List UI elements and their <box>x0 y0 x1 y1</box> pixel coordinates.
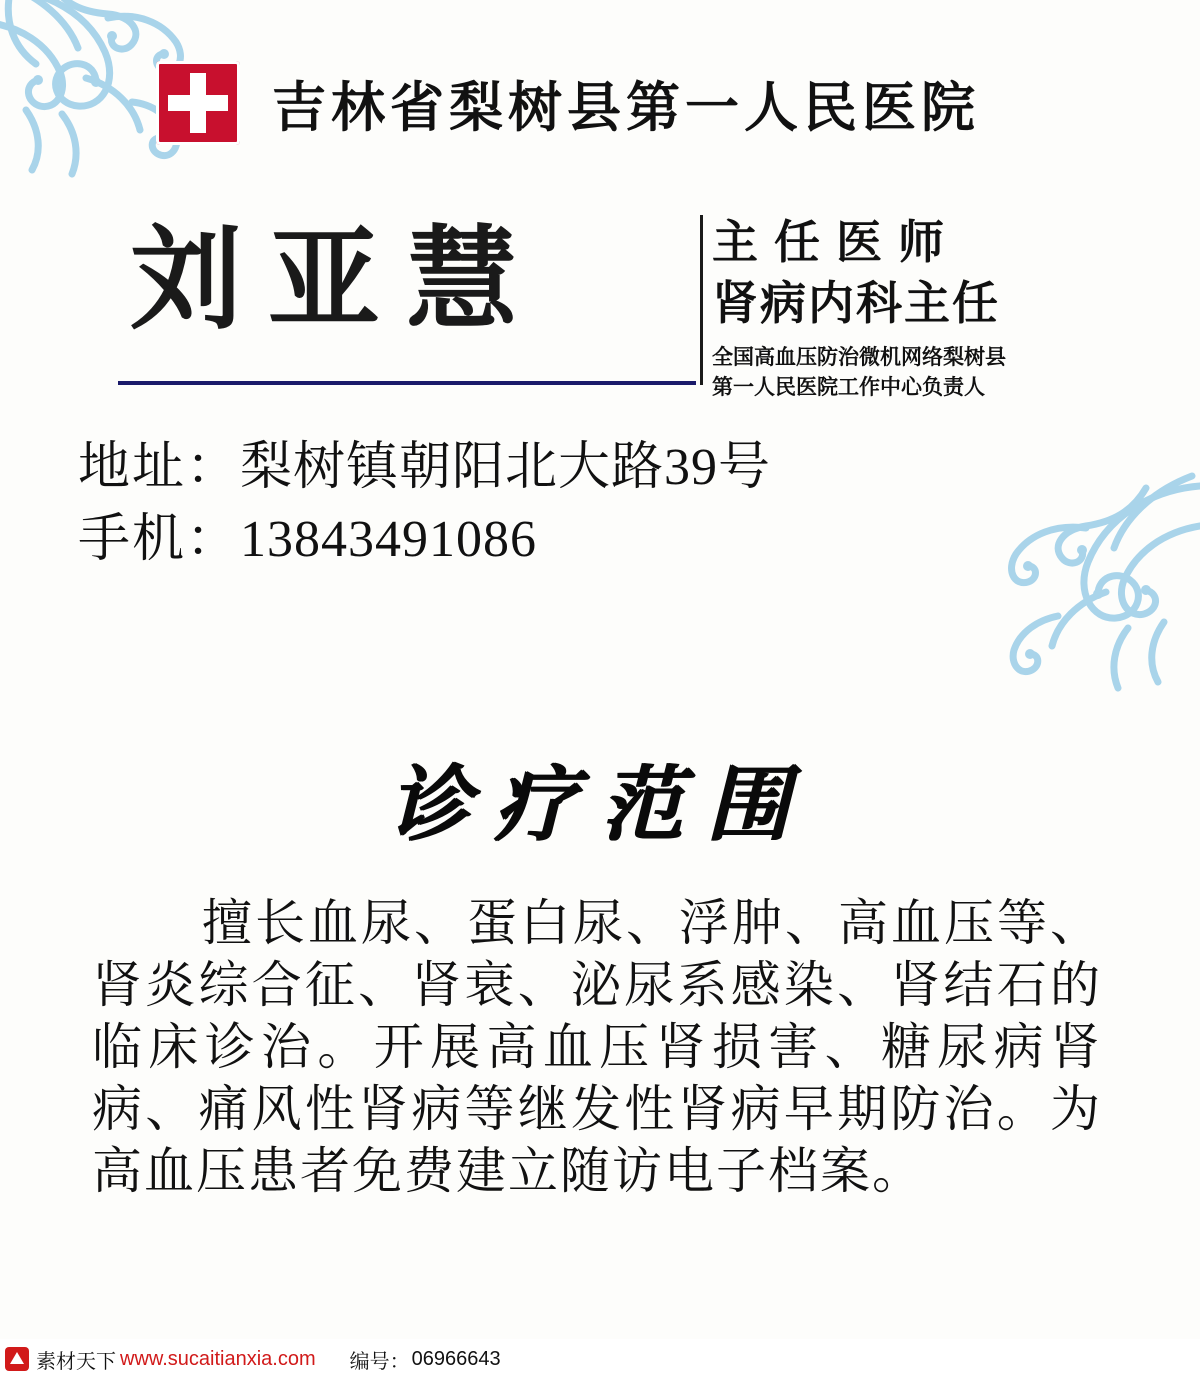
doctor-name-block <box>118 205 718 390</box>
phone-value: 13843491086 <box>240 511 538 568</box>
hospital-name: 吉林省梨树县第一人民医院 <box>272 75 980 139</box>
phone-line <box>78 504 1078 576</box>
site-url: www.sucaitianxia.com <box>120 1347 316 1370</box>
red-cross-icon <box>150 55 246 151</box>
phone-label: 手机： <box>78 511 241 568</box>
doctor-title-sub: 肾病内科主任 <box>712 276 1000 330</box>
code-value: 06966643 <box>411 1347 501 1370</box>
address-value: 梨树镇朝阳北大路39号 <box>240 439 772 496</box>
site-name-cn: 素材天下 <box>36 1350 116 1373</box>
name-vertical-divider <box>700 215 703 385</box>
card-header <box>0 48 1200 158</box>
doctor-name: 刘亚慧 <box>130 215 544 345</box>
footer-watermark-bar <box>0 1339 1200 1379</box>
site-logo-icon <box>4 1346 30 1372</box>
address-line <box>78 432 1078 504</box>
code-label: 编号： <box>349 1350 410 1373</box>
doctor-title-note-line1: 全国高血压防治微机网络梨树县 <box>712 345 1006 369</box>
doctor-title-block <box>712 212 1132 402</box>
doctor-title-note-line2: 第一人民医院工作中心负责人 <box>712 375 985 399</box>
name-underline-rule <box>118 381 696 385</box>
scope-heading: 诊疗范围 <box>388 757 812 853</box>
contact-block <box>78 432 1078 576</box>
address-label: 地址： <box>78 439 241 496</box>
doctor-title-main: 主任医师 <box>712 215 960 269</box>
scope-body-text: 擅长血尿、蛋白尿、浮肿、高血压等、肾炎综合征、肾衰、泌尿系感染、肾结石的临床诊治。开展高血压肾损害、糖尿病肾病、痛风性肾病等继发性肾病早期防治。为高血压患者免费建立随访电子档案。 <box>92 895 1102 1199</box>
